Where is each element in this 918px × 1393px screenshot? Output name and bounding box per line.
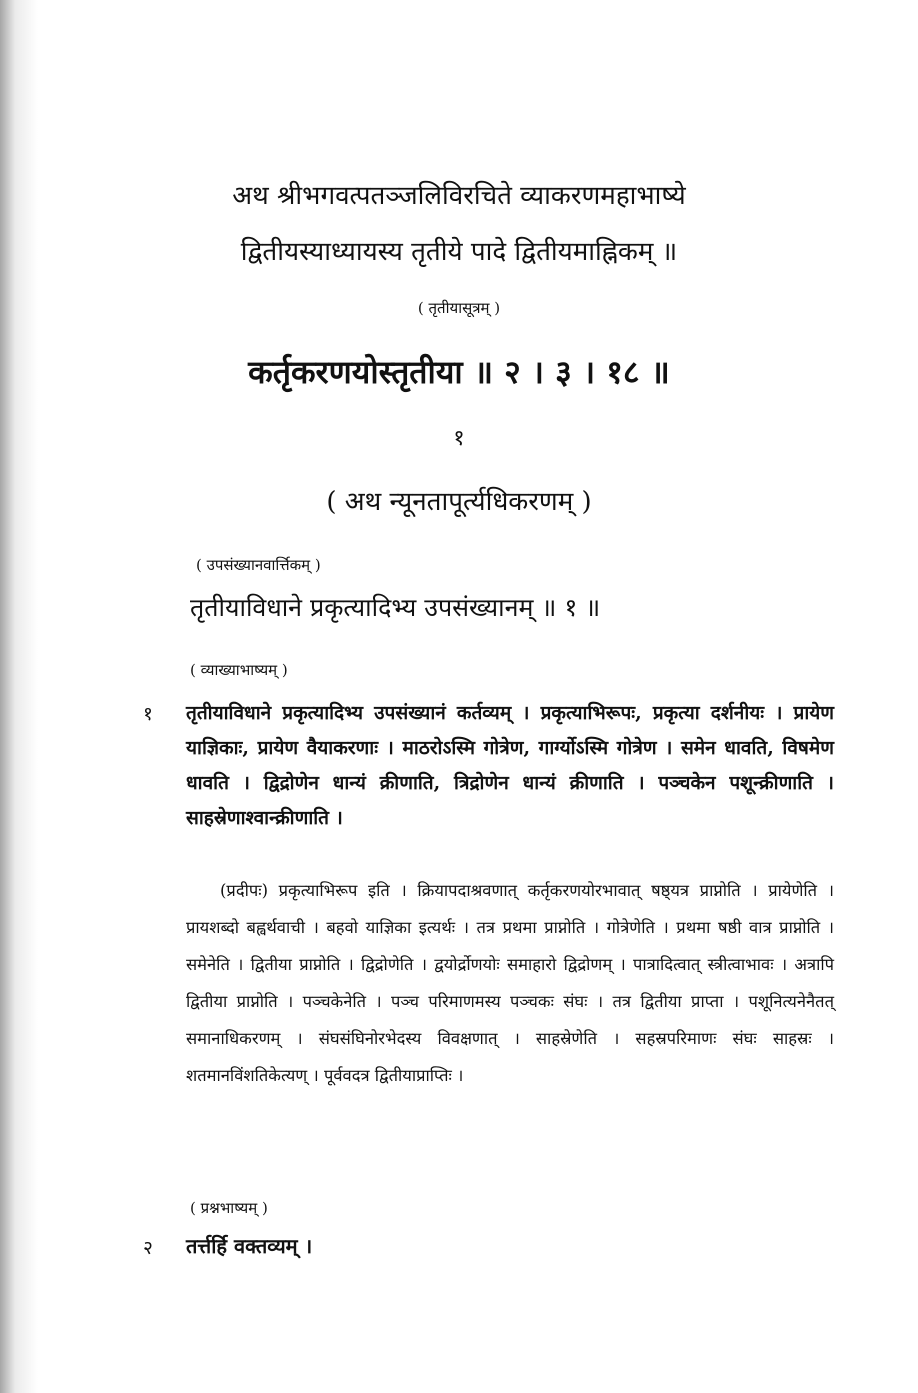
prashna-text: तर्त्तर्हि वक्तव्यम् । (186, 1234, 313, 1258)
prashna-label: ( प्रश्नभाष्यम् ) (190, 1199, 268, 1217)
sutra-label: ( तृतीयासूत्रम् ) (417, 299, 501, 317)
colophon-line-2: द्वितीयस्याध्यायस्य तृतीये पादे द्वितीयमाह्निकम् ॥ (240, 237, 678, 267)
bhashya-number: १ (143, 703, 153, 725)
pradipa-commentary: (प्रदीपः) प्रकृत्याभिरूप इति । क्रियापदाश्रवणात् कर्तृकरणयोरभावात् षष्ठ्यत्र प्राप्नोति । प्रायेणेति । प्रायशब्दो बह्वर्थवाची । बहवो याज्ञिका इत्यर्थः । तत्र प्रथमा प्राप्नोति । गोत्रेणेति । प्रथमा षष्ठी वात्र प्राप्नोति । समेनेति । द्वितीया प्राप्नोति । द्विद्रोणेति । द्वयोर्द्रोणयोः समाहारो द्विद्रोणम् । पात्रादित्वात् स्त्रीत्वाभावः । अत्रापि द्वितीया प्राप्नोति । पञ्चकेनेति । पञ्च परिमाणमस्य पञ्चकः संघः । तत्र द्वितीया प्राप्ता । पशूनित्यनेनैतत् समानाधिकरणम् । संघसंघिनोरभेदस्य विवक्षणात् । साहस्रेणेति । सहस्रपरिमाणः संघः साहस्रः । शतमानविंशतिकेत्यण् । पूर्ववदत्र द्वितीयाप्राप्तिः । (186, 881, 835, 1085)
bhashya-label: ( व्याख्याभाष्यम् ) (190, 661, 288, 679)
vartika-label: ( उपसंख्यानवार्त्तिकम् ) (196, 556, 321, 574)
prashna-number: २ (143, 1237, 153, 1259)
sutra-heading: कर्तृकरणयोस्तृतीया ॥ २ । ३ । १८ ॥ (248, 353, 670, 391)
vartika-text: तृतीयाविधाने प्रकृत्यादिभ्य उपसंख्यानम् ॥ १ ॥ (190, 593, 601, 622)
colophon-line-1: अथ श्रीभगवत्पतञ्जलिविरचिते व्याकरणमहाभाष्ये (232, 181, 686, 211)
section-number: १ (453, 426, 465, 451)
adhikarana-heading: ( अथ न्यूनतापूर्त्यधिकरणम् ) (326, 487, 592, 517)
bhashya-text: तृतीयाविधाने प्रकृत्यादिभ्य उपसंख्यानं कर्तव्यम् । प्रकृत्याभिरूपः, प्रकृत्या दर्शनीयः । प्रायेण याज्ञिकाः, प्रायेण वैयाकरणाः । माठरोऽस्मि गोत्रेण, गार्ग्योऽस्मि गोत्रेण । समेन धावति, विषमेण धावति । द्विद्रोणेन धान्यं क्रीणाति, त्रिद्रोणेन धान्यं क्रीणाति । पञ्चकेन पशून्क्रीणाति । साहस्रेणाश्वान्क्रीणाति । (186, 702, 834, 829)
